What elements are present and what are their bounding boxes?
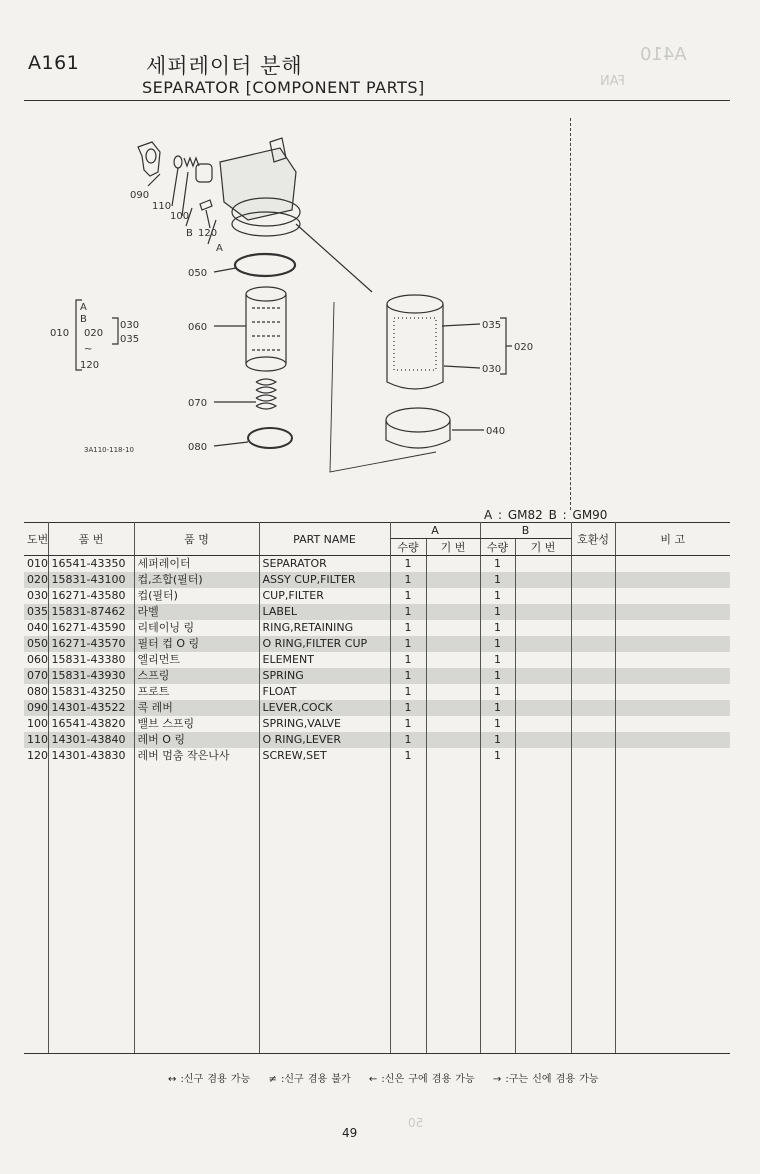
lever-part bbox=[138, 142, 160, 176]
cell-name-en: O RING,FILTER CUP bbox=[259, 636, 390, 652]
cell-compat bbox=[571, 588, 615, 604]
title-english: SEPARATOR [COMPONENT PARTS] bbox=[142, 78, 425, 97]
cell-serial-a bbox=[426, 556, 480, 573]
callout-060: 060 bbox=[188, 322, 208, 333]
callout-110: 110 bbox=[152, 201, 172, 212]
compat-legend bbox=[168, 1070, 613, 1085]
callout-080: 080 bbox=[188, 442, 208, 453]
empty-cell bbox=[24, 764, 48, 1054]
models-legend: A : GM82 B : GM90 bbox=[484, 508, 608, 522]
callout-070: 070 bbox=[188, 398, 208, 409]
cell-compat bbox=[571, 636, 615, 652]
cell-qty-b: 1 bbox=[480, 684, 515, 700]
cell-qty-a: 1 bbox=[390, 620, 426, 636]
table-row bbox=[24, 636, 730, 652]
cell-part-no: 16271-43570 bbox=[48, 636, 134, 652]
figure-id: 3A110-118-10 bbox=[84, 446, 134, 454]
cell-compat bbox=[571, 716, 615, 732]
o-ring-shape bbox=[235, 254, 295, 276]
cell-qty-a: 1 bbox=[390, 732, 426, 748]
empty-cell bbox=[615, 764, 730, 1054]
callout-035: 035 bbox=[482, 320, 502, 331]
cell-qty-b: 1 bbox=[480, 620, 515, 636]
cell-part-no: 16541-43820 bbox=[48, 716, 134, 732]
tree-end: 120 bbox=[80, 360, 100, 371]
cell-serial-b bbox=[515, 684, 571, 700]
cell-serial-b bbox=[515, 636, 571, 652]
cell-compat bbox=[571, 732, 615, 748]
header-rule bbox=[24, 100, 730, 101]
cell-name-ko: 레버 O 링 bbox=[134, 732, 259, 748]
cell-name-ko: 스프링 bbox=[134, 668, 259, 684]
cell-qty-a: 1 bbox=[390, 652, 426, 668]
cell-no: 050 bbox=[24, 636, 48, 652]
cell-remarks bbox=[615, 748, 730, 764]
cell-no: 090 bbox=[24, 700, 48, 716]
dashed-separator bbox=[570, 118, 571, 510]
cell-name-en: CUP,FILTER bbox=[259, 588, 390, 604]
callout-050: 050 bbox=[188, 268, 208, 279]
cell-serial-a bbox=[426, 572, 480, 588]
cell-name-ko: 밸브 스프링 bbox=[134, 716, 259, 732]
cell-serial-b bbox=[515, 652, 571, 668]
cell-remarks bbox=[615, 684, 730, 700]
cell-qty-b: 1 bbox=[480, 604, 515, 620]
cell-serial-b bbox=[515, 572, 571, 588]
cell-part-no: 15831-43380 bbox=[48, 652, 134, 668]
table-row bbox=[24, 620, 730, 636]
parts-table bbox=[24, 522, 730, 1054]
cell-qty-a: 1 bbox=[390, 636, 426, 652]
cell-name-en: LEVER,COCK bbox=[259, 700, 390, 716]
cell-name-ko: 리테이닝 링 bbox=[134, 620, 259, 636]
cell-remarks bbox=[615, 620, 730, 636]
header-group-b: B bbox=[480, 523, 571, 539]
cell-serial-a bbox=[426, 748, 480, 764]
cell-qty-b: 1 bbox=[480, 572, 515, 588]
cell-name-ko: 레버 멈춤 작은나사 bbox=[134, 748, 259, 764]
assembly-tree bbox=[50, 302, 139, 371]
cell-serial-a bbox=[426, 604, 480, 620]
cell-qty-a: 1 bbox=[390, 700, 426, 716]
cell-name-ko: 콕 레버 bbox=[134, 700, 259, 716]
table-row bbox=[24, 748, 730, 764]
cell-name-en: SCREW,SET bbox=[259, 748, 390, 764]
compat-legend-item: ↔ :신구 겸용 가능 bbox=[168, 1074, 251, 1085]
cell-no: 040 bbox=[24, 620, 48, 636]
cell-qty-a: 1 bbox=[390, 556, 426, 573]
empty-cell bbox=[48, 764, 134, 1054]
empty-cell bbox=[515, 764, 571, 1054]
empty-cell bbox=[259, 764, 390, 1054]
cell-part-no: 15831-43100 bbox=[48, 572, 134, 588]
cell-qty-b: 1 bbox=[480, 716, 515, 732]
cell-qty-b: 1 bbox=[480, 652, 515, 668]
empty-cell bbox=[426, 764, 480, 1054]
callout-120: 120 bbox=[198, 228, 218, 239]
cell-compat bbox=[571, 620, 615, 636]
cell-name-en: SPRING bbox=[259, 668, 390, 684]
callout-030: 030 bbox=[482, 364, 502, 375]
cell-name-en: FLOAT bbox=[259, 684, 390, 700]
cell-name-en: RING,RETAINING bbox=[259, 620, 390, 636]
cell-qty-b: 1 bbox=[480, 748, 515, 764]
cell-name-en: LABEL bbox=[259, 604, 390, 620]
header-qty-b: 수량 bbox=[480, 539, 515, 556]
cell-no: 060 bbox=[24, 652, 48, 668]
cell-qty-b: 1 bbox=[480, 556, 515, 573]
cell-part-no: 14301-43522 bbox=[48, 700, 134, 716]
section-code: A161 bbox=[28, 52, 80, 74]
header-name-ko: 품 명 bbox=[134, 523, 259, 556]
cell-remarks bbox=[615, 700, 730, 716]
compat-legend-item: ← :신은 구에 겸용 가능 bbox=[368, 1074, 475, 1085]
callout-090: 090 bbox=[130, 190, 150, 201]
header-name-en: PART NAME bbox=[259, 523, 390, 556]
header-serial-a: 기 번 bbox=[426, 539, 480, 556]
cell-part-no: 16271-43590 bbox=[48, 620, 134, 636]
header-qty-a: 수량 bbox=[390, 539, 426, 556]
cell-qty-b: 1 bbox=[480, 636, 515, 652]
cell-name-ko: 필터 컵 O 링 bbox=[134, 636, 259, 652]
cell-part-no: 16541-43350 bbox=[48, 556, 134, 573]
cell-serial-a bbox=[426, 588, 480, 604]
table-row bbox=[24, 572, 730, 588]
cell-name-ko: 세퍼레이터 bbox=[134, 556, 259, 573]
table-row bbox=[24, 684, 730, 700]
cell-serial-a bbox=[426, 716, 480, 732]
cell-remarks bbox=[615, 716, 730, 732]
cell-part-no: 14301-43840 bbox=[48, 732, 134, 748]
cell-compat bbox=[571, 700, 615, 716]
cell-no: 080 bbox=[24, 684, 48, 700]
cell-no: 020 bbox=[24, 572, 48, 588]
cell-remarks bbox=[615, 556, 730, 573]
cell-name-en: SEPARATOR bbox=[259, 556, 390, 573]
cell-serial-a bbox=[426, 668, 480, 684]
cell-serial-b bbox=[515, 668, 571, 684]
cell-remarks bbox=[615, 652, 730, 668]
cell-qty-a: 1 bbox=[390, 588, 426, 604]
cell-name-ko: 엘리먼트 bbox=[134, 652, 259, 668]
title-korean: 세퍼레이터 분해 bbox=[146, 54, 303, 78]
cell-compat bbox=[571, 684, 615, 700]
cell-qty-a: 1 bbox=[390, 716, 426, 732]
cell-part-no: 16271-43580 bbox=[48, 588, 134, 604]
cell-name-en: ELEMENT bbox=[259, 652, 390, 668]
cell-name-ko: 프로트 bbox=[134, 684, 259, 700]
callout-b: B bbox=[186, 228, 193, 239]
cell-compat bbox=[571, 668, 615, 684]
page-number: 49 bbox=[342, 1126, 358, 1140]
cell-serial-a bbox=[426, 636, 480, 652]
cell-part-no: 15831-43930 bbox=[48, 668, 134, 684]
empty-cell bbox=[480, 764, 515, 1054]
callout-a: A bbox=[216, 243, 223, 254]
cell-serial-b bbox=[515, 748, 571, 764]
empty-cell bbox=[134, 764, 259, 1054]
cell-qty-a: 1 bbox=[390, 684, 426, 700]
table-row bbox=[24, 588, 730, 604]
header-part-no: 품 번 bbox=[48, 523, 134, 556]
table-row bbox=[24, 668, 730, 684]
cell-serial-a bbox=[426, 700, 480, 716]
cell-remarks bbox=[615, 572, 730, 588]
tree-mid: 020 bbox=[84, 328, 104, 339]
cell-serial-a bbox=[426, 620, 480, 636]
cell-serial-b bbox=[515, 620, 571, 636]
cell-qty-a: 1 bbox=[390, 668, 426, 684]
table-row bbox=[24, 732, 730, 748]
cell-no: 110 bbox=[24, 732, 48, 748]
cell-compat bbox=[571, 652, 615, 668]
table-row bbox=[24, 604, 730, 620]
tree-root: 010 bbox=[50, 328, 70, 339]
cell-name-ko: 컵(필터) bbox=[134, 588, 259, 604]
table-filler-row bbox=[24, 764, 730, 1054]
cell-no: 010 bbox=[24, 556, 48, 573]
cell-serial-b bbox=[515, 556, 571, 573]
callout-040: 040 bbox=[486, 426, 506, 437]
cell-name-ko: 컵,조합(필터) bbox=[134, 572, 259, 588]
table-row bbox=[24, 556, 730, 573]
tree-right-top: 030 bbox=[120, 320, 140, 331]
cell-qty-b: 1 bbox=[480, 700, 515, 716]
cell-qty-a: 1 bbox=[390, 572, 426, 588]
empty-cell bbox=[571, 764, 615, 1054]
cell-serial-b bbox=[515, 716, 571, 732]
tree-b: B bbox=[80, 314, 87, 325]
cell-qty-a: 1 bbox=[390, 604, 426, 620]
cell-name-en: ASSY CUP,FILTER bbox=[259, 572, 390, 588]
tree-a: A bbox=[80, 302, 87, 313]
cell-qty-b: 1 bbox=[480, 668, 515, 684]
cell-serial-b bbox=[515, 700, 571, 716]
bleed-through-code: A410 bbox=[640, 44, 687, 65]
cell-no: 030 bbox=[24, 588, 48, 604]
header-group-a: A bbox=[390, 523, 480, 539]
cell-qty-b: 1 bbox=[480, 588, 515, 604]
cell-compat bbox=[571, 572, 615, 588]
cell-qty-a: 1 bbox=[390, 748, 426, 764]
cell-serial-b bbox=[515, 588, 571, 604]
cell-remarks bbox=[615, 636, 730, 652]
header-remarks: 비 고 bbox=[615, 523, 730, 556]
cell-serial-a bbox=[426, 684, 480, 700]
table-row bbox=[24, 652, 730, 668]
cell-serial-a bbox=[426, 652, 480, 668]
cell-no: 035 bbox=[24, 604, 48, 620]
header-serial-b: 기 번 bbox=[515, 539, 571, 556]
cell-part-no: 15831-43250 bbox=[48, 684, 134, 700]
table-row bbox=[24, 716, 730, 732]
cell-serial-b bbox=[515, 604, 571, 620]
cell-remarks bbox=[615, 668, 730, 684]
cell-name-en: O RING,LEVER bbox=[259, 732, 390, 748]
cell-compat bbox=[571, 556, 615, 573]
cell-qty-b: 1 bbox=[480, 732, 515, 748]
callout-100: 100 bbox=[170, 211, 190, 222]
cell-remarks bbox=[615, 588, 730, 604]
cell-compat bbox=[571, 604, 615, 620]
parts-table-body bbox=[24, 556, 730, 1054]
exploded-diagram bbox=[50, 112, 580, 512]
cell-serial-a bbox=[426, 732, 480, 748]
bleed-through-page: 50 bbox=[408, 1116, 424, 1130]
callout-020: 020 bbox=[514, 342, 534, 353]
cell-name-ko: 라벨 bbox=[134, 604, 259, 620]
cell-remarks bbox=[615, 732, 730, 748]
cell-serial-b bbox=[515, 732, 571, 748]
bleed-through-title: FAN bbox=[600, 74, 625, 89]
cell-compat bbox=[571, 748, 615, 764]
cell-name-en: SPRING,VALVE bbox=[259, 716, 390, 732]
header-no: 도번 bbox=[24, 523, 48, 556]
cell-no: 120 bbox=[24, 748, 48, 764]
cell-remarks bbox=[615, 604, 730, 620]
tree-tilde: ~ bbox=[84, 344, 93, 355]
tree-right-bottom: 035 bbox=[120, 334, 140, 345]
cell-part-no: 15831-87462 bbox=[48, 604, 134, 620]
cell-no: 070 bbox=[24, 668, 48, 684]
compat-legend-item: ≠ :신구 겸용 불가 bbox=[268, 1074, 351, 1085]
compat-legend-item: → :구는 신에 겸용 가능 bbox=[492, 1074, 599, 1085]
cell-no: 100 bbox=[24, 716, 48, 732]
empty-cell bbox=[390, 764, 426, 1054]
table-row bbox=[24, 700, 730, 716]
cell-part-no: 14301-43830 bbox=[48, 748, 134, 764]
header-compat: 호환성 bbox=[571, 523, 615, 556]
